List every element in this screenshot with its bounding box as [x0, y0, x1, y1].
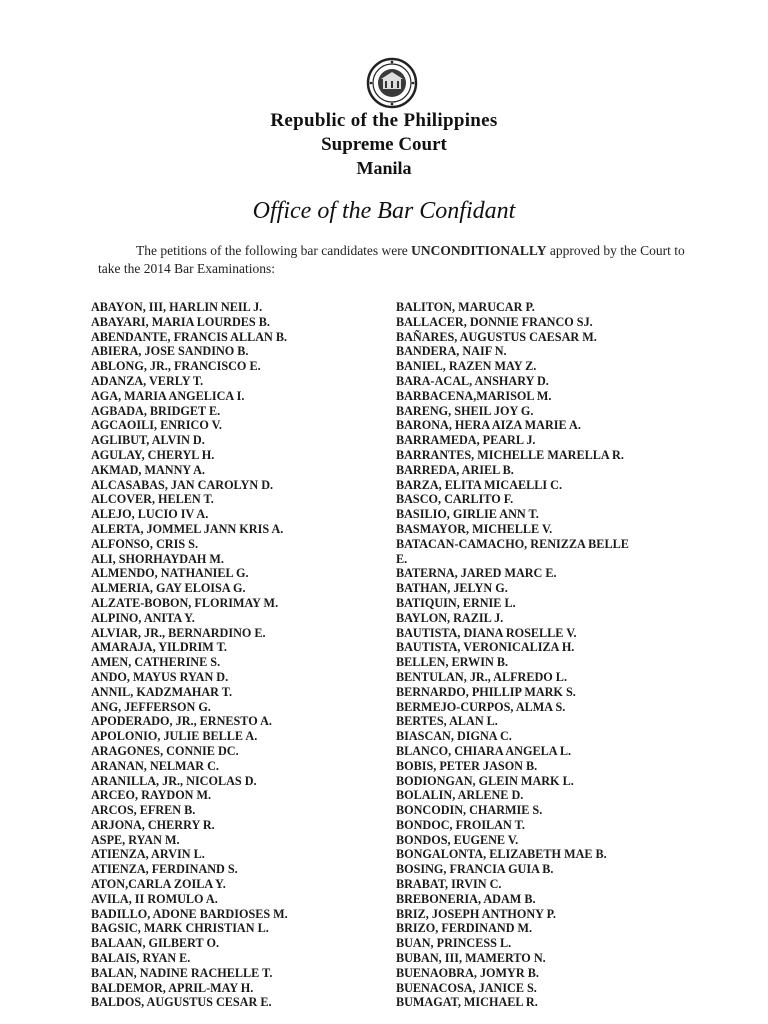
candidate-name: BARBACENA,MARISOL M.	[396, 388, 552, 403]
candidate-name: ABENDANTE, FRANCIS ALLAN B.	[91, 329, 288, 344]
candidate-name: ANDO, MAYUS RYAN D.	[91, 669, 229, 684]
candidate-name: AGULAY, CHERYL H.	[91, 447, 215, 462]
header-country: Republic of the Philippines	[270, 110, 498, 131]
candidate-name: ARCEO, RAYDON M.	[91, 788, 212, 803]
intro-emphasis: UNCONDITIONALLY	[411, 243, 547, 258]
candidate-name: ARANILLA, JR., NICOLAS D.	[91, 773, 257, 788]
candidate-name: AGA, MARIA ANGELICA I.	[91, 388, 245, 403]
candidate-name: E.	[396, 551, 408, 566]
candidate-name: AVILA, II ROMULO A.	[91, 891, 218, 906]
candidate-name: ABAYON, III, HARLIN NEIL J.	[91, 300, 263, 314]
candidate-name: BASMAYOR, MICHELLE V.	[396, 521, 553, 536]
candidate-name: ARCOS, EFREN B.	[91, 803, 196, 818]
candidate-name: BAGSIC, MARK CHRISTIAN L.	[91, 921, 269, 936]
candidate-name: BUMAGAT, MICHAEL R.	[396, 995, 538, 1010]
candidate-name: AGBADA, BRIDGET E.	[91, 403, 221, 418]
candidate-name: ABIERA, JOSE SANDINO B.	[91, 344, 249, 359]
candidate-name: BRABAT, IRVIN C.	[396, 877, 502, 892]
candidate-name: BOSING, FRANCIA GUIA B.	[396, 862, 554, 877]
candidate-name: ATON,CARLA ZOILA Y.	[91, 877, 226, 892]
candidate-name: ALMENDO, NATHANIEL G.	[91, 566, 249, 581]
candidate-name: AKMAD, MANNY A.	[91, 462, 205, 477]
candidate-name: BOBIS, PETER JASON B.	[396, 758, 538, 773]
candidate-name: ALFONSO, CRIS S.	[91, 536, 199, 551]
candidate-name: BERMEJO-CURPOS, ALMA S.	[396, 699, 566, 714]
candidate-name: AMARAJA, YILDRIM T.	[91, 640, 227, 655]
candidate-name: BALLACER, DONNIE FRANCO SJ.	[396, 314, 593, 329]
candidate-name: BRIZ, JOSEPH ANTHONY P.	[396, 906, 556, 921]
candidate-name: BERNARDO, PHILLIP MARK S.	[396, 684, 576, 699]
candidate-name: BALAIS, RYAN E.	[91, 951, 191, 966]
candidate-name: ASPE, RYAN M.	[91, 832, 180, 847]
header-city: Manila	[356, 158, 412, 178]
candidate-name: BALDOS, AUGUSTUS CESAR E.	[91, 995, 272, 1010]
candidate-name: APODERADO, JR., ERNESTO A.	[91, 714, 272, 729]
candidate-name: BAUTISTA, VERONICALIZA H.	[396, 640, 575, 655]
candidate-name: BONGALONTA, ELIZABETH MAE B.	[396, 847, 607, 862]
candidate-name: BASCO, CARLITO F.	[396, 492, 514, 507]
candidate-name: ADANZA, VERLY T.	[91, 373, 204, 388]
candidate-name: BARENG, SHEIL JOY G.	[396, 403, 534, 418]
candidate-name: BALDEMOR, APRIL-MAY H.	[91, 980, 254, 995]
header-court: Supreme Court	[321, 134, 447, 155]
candidate-name: BARRAMEDA, PEARL J.	[396, 433, 536, 448]
candidate-name: ALERTA, JOMMEL JANN KRIS A.	[91, 521, 284, 536]
candidate-name: ALVIAR, JR., BERNARDINO E.	[91, 625, 266, 640]
candidate-name: BARA-ACAL, ANSHARY D.	[396, 373, 549, 388]
candidate-name: BASILIO, GIRLIE ANN T.	[396, 507, 539, 522]
candidate-name: BODIONGAN, GLEIN MARK L.	[396, 773, 574, 788]
candidate-name: BONCODIN, CHARMIE S.	[396, 803, 543, 818]
candidate-name: BANDERA, NAIF N.	[396, 344, 507, 359]
candidate-name: BAUTISTA, DIANA ROSELLE V.	[396, 625, 577, 640]
candidate-name: BONDOC, FROILAN T.	[396, 817, 525, 832]
candidate-name: AMEN, CATHERINE S.	[91, 655, 221, 670]
candidate-name: BOLALIN, ARLENE D.	[396, 788, 524, 803]
candidate-name: BUENACOSA, JANICE S.	[396, 980, 537, 995]
candidate-name: BUBAN, III, MAMERTO N.	[396, 951, 546, 966]
candidate-name: ARJONA, CHERRY R.	[91, 817, 215, 832]
candidate-name: BENTULAN, JR., ALFREDO L.	[396, 669, 567, 684]
candidate-name: ABAYARI, MARIA LOURDES B.	[91, 314, 270, 329]
candidate-name: BATERNA, JARED MARC E.	[396, 566, 557, 581]
candidate-name: ALPINO, ANITA Y.	[91, 610, 195, 625]
intro-text-start: The petitions of the following bar candidates were	[136, 243, 412, 258]
candidate-name: BAYLON, RAZIL J.	[396, 610, 504, 625]
candidate-name: BADILLO, ADONE BARDIOSES M.	[91, 906, 288, 921]
candidate-name: BIASCAN, DIGNA C.	[396, 729, 512, 744]
candidate-name: BANIEL, RAZEN MAY Z.	[396, 359, 537, 374]
candidate-name: ABLONG, JR., FRANCISCO E.	[91, 359, 261, 374]
candidate-name: BARONA, HERA AIZA MARIE A.	[396, 418, 581, 433]
candidate-name: BELLEN, ERWIN B.	[396, 655, 508, 670]
candidate-name: ALCASABAS, JAN CAROLYN D.	[91, 477, 274, 492]
candidate-name: ARANAN, NELMAR C.	[91, 758, 219, 773]
candidate-name: BERTES, ALAN L.	[396, 714, 498, 729]
candidate-name: BREBONERIA, ADAM B.	[396, 891, 536, 906]
candidate-list-left	[91, 300, 386, 1010]
candidate-name: BATACAN-CAMACHO, RENIZZA BELLE	[396, 536, 629, 551]
candidate-name: ALI, SHORHAYDAH M.	[91, 551, 224, 566]
candidate-name: BRIZO, FERDINAND M.	[396, 921, 533, 936]
candidate-name: BALITON, MARUCAR P.	[396, 300, 535, 314]
intro-paragraph	[98, 242, 688, 278]
candidate-name: ATIENZA, ARVIN L.	[91, 847, 205, 862]
candidate-name: ALCOVER, HELEN T.	[91, 492, 214, 507]
candidate-name: BALAAN, GILBERT O.	[91, 936, 220, 951]
intro-text-end: approved by the Court to take the 2014 Bar Examinations:	[98, 243, 685, 276]
candidate-name: BARRANTES, MICHELLE MARELLA R.	[396, 447, 624, 462]
candidate-name: BONDOS, EUGENE V.	[396, 832, 519, 847]
candidate-name: ANNIL, KADZMAHAR T.	[91, 684, 233, 699]
candidate-name: ALMERIA, GAY ELOISA G.	[91, 581, 246, 596]
candidate-name: ANG, JEFFERSON G.	[91, 699, 211, 714]
supreme-court-seal-icon	[366, 57, 418, 109]
candidate-list-right	[396, 300, 696, 1010]
candidate-name: BUAN, PRINCESS L.	[396, 936, 512, 951]
candidate-name: BALAN, NADINE RACHELLE T.	[91, 965, 273, 980]
candidate-name: BATHAN, JELYN G.	[396, 581, 508, 596]
candidate-name: ARAGONES, CONNIE DC.	[91, 743, 239, 758]
candidate-name: BUENAOBRA, JOMYR B.	[396, 965, 539, 980]
candidate-name: BARZA, ELITA MICAELLI C.	[396, 477, 563, 492]
candidate-name: AGCAOILI, ENRICO V.	[91, 418, 222, 433]
candidate-name: BLANCO, CHIARA ANGELA L.	[396, 743, 572, 758]
candidate-name: AGLIBUT, ALVIN D.	[91, 433, 205, 448]
candidate-name: BATIQUIN, ERNIE L.	[396, 595, 516, 610]
office-title: Office of the Bar Confidant	[252, 198, 516, 224]
candidate-name: BAÑARES, AUGUSTUS CAESAR M.	[396, 329, 597, 344]
candidate-name: ATIENZA, FERDINAND S.	[91, 862, 238, 877]
candidate-name: ALZATE-BOBON, FLORIMAY M.	[91, 595, 279, 610]
candidate-name: ALEJO, LUCIO IV A.	[91, 507, 209, 522]
candidate-name: BARREDA, ARIEL B.	[396, 462, 514, 477]
candidate-name: APOLONIO, JULIE BELLE A.	[91, 729, 258, 744]
